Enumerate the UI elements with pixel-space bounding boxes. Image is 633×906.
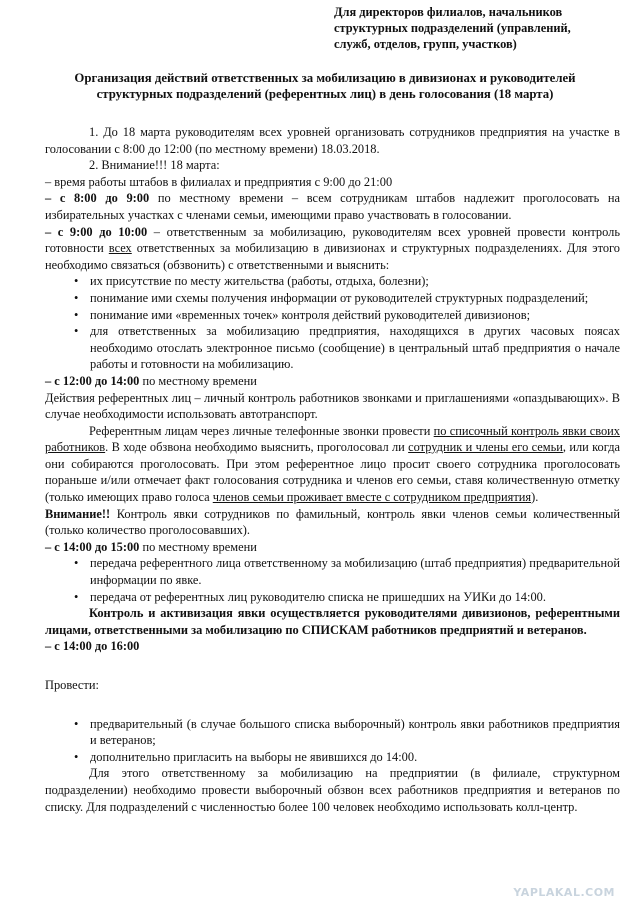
referent-actions-paragraph: Действия референтных лиц – личный контроль работников звонками и приглашениями «опаздывающих». В случае необходимости использовать автотранспорт. [45,390,620,422]
header-line-2: структурных подразделений (управлений, [334,21,571,35]
site-watermark: YAPLAKAL.COM [513,886,615,900]
time-slot-4-label: – с 14:00 до 15:00 [45,539,140,554]
time-slot-3-text: по местному времени [139,373,257,388]
time-slot-3-label: – с 12:00 до 14:00 [45,373,140,388]
title-line-1: Организация действий ответственных за мобилизацию в дивизионах и руководителей [74,71,576,85]
calls-text-b: . В ходе обзвона необходимо выяснить, проголосовал ли [105,440,409,455]
attention-text: Контроль явки сотрудников по фамильный, контроль явки членов семьи количественный (только количество проголосовавших). [45,506,620,538]
hq-hours-line: – время работы штабов в филиалах и предприятия с 9:00 до 21:00 [45,174,393,189]
time-slot-5-label: – с 14:00 до 16:00 [45,639,140,654]
time-slot-2-text-a: – ответственным за мобилизацию, руководителям всех уровней провести контроль готовности [45,224,620,256]
time-slot-4 [45,539,620,556]
calls-underlined-1: по списочный контроль явки своих работников [45,423,620,455]
bullet-item: • передача референтного лица ответственному за мобилизацию (штаб предприятия) предварительной информации по явке. [45,555,620,588]
time-slot-2 [45,224,620,274]
calls-underlined-2: сотрудник и члены его семьи [408,440,563,455]
document-title [30,70,620,102]
section-2-heading: 2. Внимание!!! 18 марта: [89,158,220,173]
bullet-item: • понимание ими схемы получения информации от руководителей структурных подразделений; [45,290,620,307]
time-slot-2-underlined: всех [108,241,132,256]
spacer [45,655,620,677]
bullet-item: • дополнительно пригласить на выборы не явившихся до 14:00. [45,749,620,766]
carry-out-label: Провести: [45,678,99,692]
attention-label: Внимание!! [45,506,111,521]
calls-text-a: Референтным лицам через личные телефонные звонки провести [89,423,434,438]
time-slot-2-text-b: ответственных за мобилизацию в дивизионах и структурных подразделениях. Для этого необходимо связаться (обзвонить) с ответственными и выяснить: [45,241,620,272]
spacer [45,694,620,716]
header-line-1: Для директоров филиалов, начальников [334,5,563,19]
calls-text-d: ). [531,490,539,505]
attention-paragraph [45,506,620,539]
time-slot-1-text: по местному времени – всем сотрудникам штабов надлежит проголосовать на избирательных участках с членами семьи, имеющими право участвовать в голосовании. [45,191,620,222]
bullet-item: • понимание ими «временных точек» контроля действий руководителей дивизионов; [45,307,620,324]
calls-underlined-3: членов семьи проживает вместе с сотрудником предприятия [212,490,532,505]
header-line-3: служб, отделов, групп, участков) [334,37,517,51]
final-paragraph: Для этого ответственному за мобилизацию на предприятии (в филиале, структурном подразделении) необходимо провести выборочный обзвон всех работников предприятия и ветеранов по списку. Для подразделений с численностью более 100 человек необходимо использовать колл-центр. [45,766,620,814]
bullet-item: • для ответственных за мобилизацию предприятия, находящихся в других часовых поясах необходимо отослать электронное письмо (сообщение) в центральный штаб предприятия о начале работы и готовности на мобилизацию. [45,323,620,373]
time-slot-1-label: – с 8:00 до 9:00 [45,191,150,206]
addressee-header [334,4,624,52]
referent-calls-paragraph [45,423,620,506]
time-slot-2-label: – с 9:00 до 10:00 [45,224,148,239]
control-paragraph: Контроль и активизация явки осуществляется руководителями дивизионов, референтными лицами, ответственными за мобилизацию по СПИСКАМ работников предприятий и ветеранов. [45,606,620,637]
time-slot-4-text: по местному времени [139,539,257,554]
bullet-item: • передача от референтных лиц руководителю списка не пришедших на УИКи до 14:00. [45,589,620,606]
document-body [45,124,620,815]
bullet-item: • их присутствие по месту жительства (работы, отдыха, болезни); [45,273,620,290]
bullet-item: • предварительный (в случае большого списка выборочный) контроль явки работников предприятия и ветеранов; [45,716,620,749]
section-1-paragraph: 1. До 18 марта руководителям всех уровней организовать сотрудников предприятия на участке в голосовании с 8:00 до 12:00 (по местному времени) 18.03.2018. [45,125,620,156]
title-line-2: структурных подразделений (референтных лиц) в день голосования (18 марта) [96,87,554,101]
time-slot-3 [45,373,620,390]
calls-text-c: , или когда они собираются проголосовать. При этом референтное лицо просит своего сотрудника проголосовать пораньше и/или отмечает факт голосования сотрудника и членов его семьи, ставя количественную отметку (только имеющих право голоса [45,440,620,505]
time-slot-1 [45,190,620,223]
